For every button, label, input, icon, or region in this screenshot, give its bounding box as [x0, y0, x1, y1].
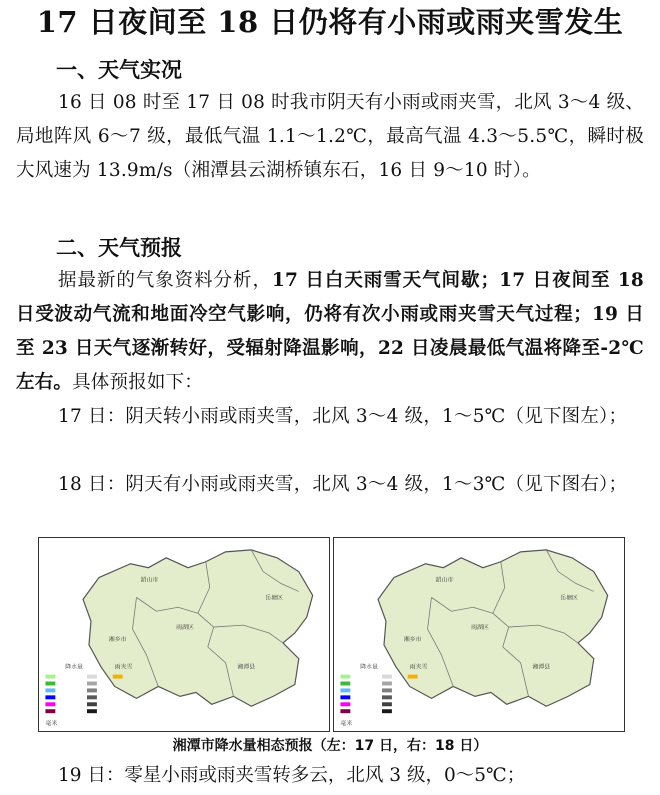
svg-text:降水量: 降水量 [65, 663, 83, 671]
map-label: 湘潭县 [532, 663, 551, 671]
map-label: 湘乡市 [108, 635, 127, 643]
forecast-highlight: 17 日白天雨雪天气间歇；17 日夜间至 18 日受波动气流和地面冷空气影响，仍将有次小雨或雨夹雪天气过程；19 日至 23 日天气逐渐转好，受辐射降温影响，22 日凌晨最低气温将降至-2℃左右。 [16, 270, 644, 393]
observation-paragraph: 16 日 08 时至 17 日 08 时我市阴天有小雨或雨夹雪，北风 3～4 级、局地阵风 6～7 级，最低气温 1.1～1.2℃，最高气温 4.3～5.5℃，瞬时极大风速为 13.9m/s（湘潭县云湖桥镇东石，16 日 9～10 时）。 [16, 92, 644, 181]
svg-text:毫米: 毫米 [45, 720, 58, 728]
section-heading-forecast: 二、天气预报 [56, 236, 182, 260]
map-label: 湘潭县 [237, 663, 256, 671]
map-region-outline [83, 550, 313, 706]
map-day-17 [38, 537, 330, 732]
forecast-paragraph [16, 264, 644, 400]
map-day-18-figure [334, 538, 624, 731]
map-label: 岳塘区 [265, 594, 283, 602]
map-label: 韶山市 [435, 576, 454, 584]
map-label: 雨湖区 [176, 624, 194, 632]
map-label: 岳塘区 [560, 594, 578, 602]
forecast-day-18: 18 日：阴天有小雨或雨夹雪，北风 3～4 级，1～3℃（见下图右）； [58, 474, 628, 495]
forecast-day-17: 17 日：阴天转小雨或雨夹雪，北风 3～4 级，1～5℃（见下图左）； [58, 406, 628, 427]
map-label: 雨湖区 [471, 624, 489, 632]
forecast-intro-tail: 具体预报如下： [72, 372, 204, 393]
forecast-day-19: 19 日：零星小雨或雨夹雪转多云，北风 3 级，0～5℃； [58, 765, 526, 786]
map-region-outline [378, 550, 608, 706]
map-day-18 [333, 537, 625, 732]
section-heading-observation: 一、天气实况 [56, 58, 182, 82]
page-title: 17 日夜间至 18 日仍将有小雨或雨夹雪发生 [36, 5, 624, 39]
svg-text:雨夹雪: 雨夹雪 [114, 663, 133, 671]
precipitation-maps [38, 537, 630, 732]
svg-text:毫米: 毫米 [340, 720, 353, 728]
forecast-intro: 据最新的气象资料分析， [58, 270, 272, 291]
map-caption: 湘潭市降水量相态预报（左：17 日，右：18 日） [172, 738, 488, 754]
map-day-17-figure [39, 538, 329, 731]
svg-text:雨夹雪: 雨夹雪 [409, 663, 428, 671]
map-label: 湘乡市 [403, 635, 422, 643]
map-label: 韶山市 [140, 576, 159, 584]
svg-text:降水量: 降水量 [360, 663, 378, 671]
